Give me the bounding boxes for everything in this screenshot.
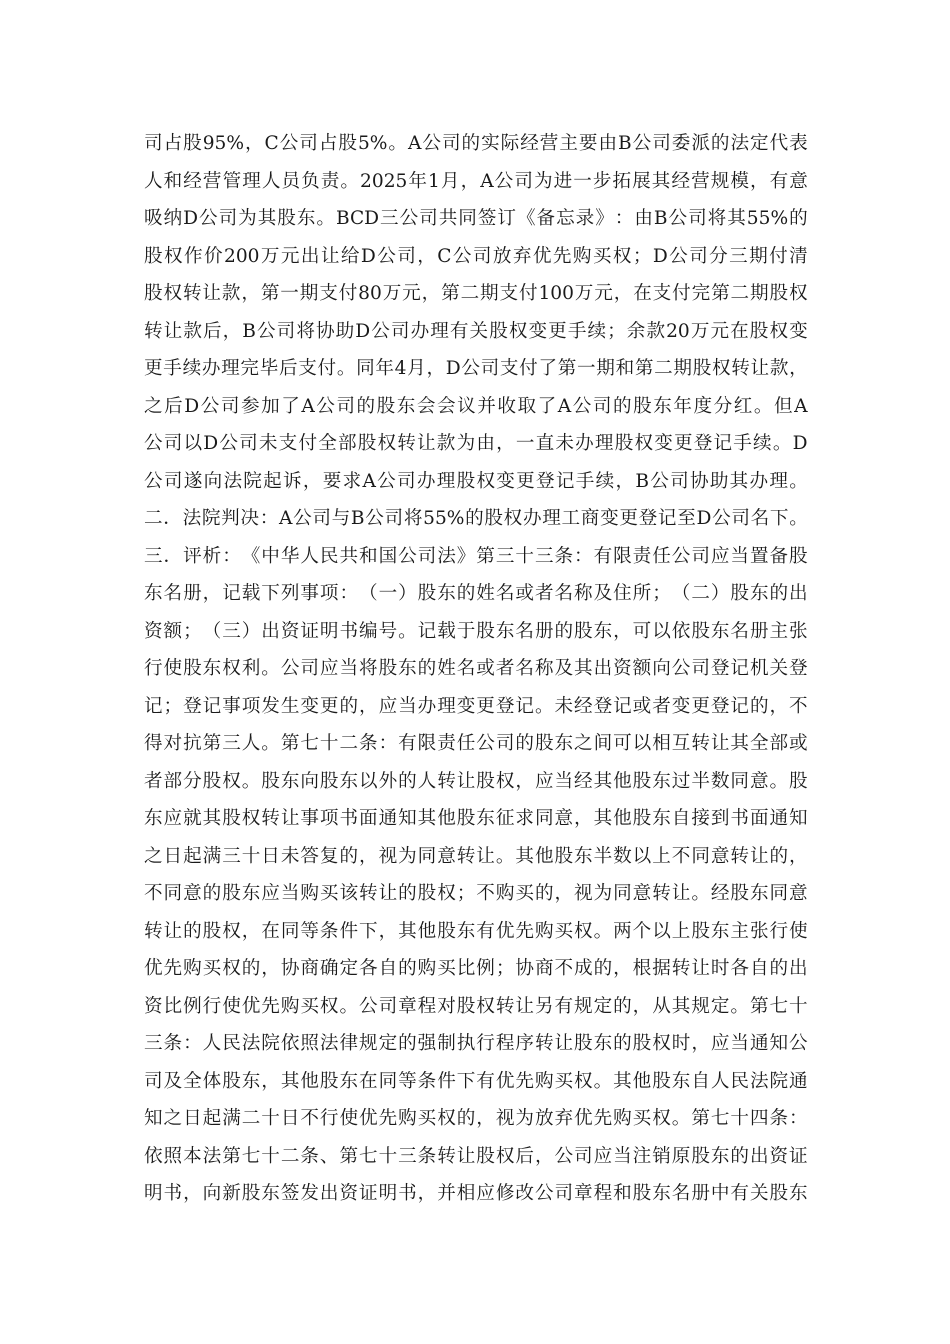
text-line: 优 先 购 买 权 的 ， 协 商 确 定 各 自 的 购 买 比 例 ； 协 商 不 成 的 ， 根 据 转 让 时 各 自 的 出	[144, 958, 808, 979]
text-line: 吸 纳 D 公 司 为 其 股 东 。 BCD 三 公 司 共 同 签 订 《 备 忘 录 》 ： 由 B 公 司 将 其 55% 的	[144, 208, 808, 229]
text-line: 不 同 意 的 股 东 应 当 购 买 该 转 让 的 股 权 ； 不 购 买 的 ， 视 为 同 意 转 让 。 经 股 东 同 意	[144, 883, 808, 904]
text-line: 得 对 抗 第 三 人 。 第 七 十 二 条 ： 有 限 责 任 公 司 的 股 东 之 间 可 以 相 互 转 让 其 全 部 或	[144, 733, 808, 754]
text-line: 司 占 股 95% ， C 公 司 占 股 5% 。 A 公 司 的 实 际 经 营 主 要 由 B 公 司 委 派 的 法 定 代 表	[144, 133, 808, 154]
text-line: 记 ； 登 记 事 项 发 生 变 更 的 ， 应 当 办 理 变 更 登 记 。 未 经 登 记 或 者 变 更 登 记 的 ， 不	[144, 695, 808, 717]
text-line: 转 让 款 后 ， B 公 司 将 协 助 D 公 司 办 理 有 关 股 权 变 更 手 续 ； 余 款 20 万 元 在 股 权 变	[144, 320, 808, 342]
text-line: 人 和 经 营 管 理 人 员 负 责 。 2025 年 1 月 ， A 公 司 为 进 一 步 拓 展 其 经 营 规 模 ， 有 意	[144, 170, 808, 192]
text-line: 股 权 作 价 200 万 元 出 让 给 D 公 司 ， C 公 司 放 弃 优 先 购 买 权 ； D 公 司 分 三 期 付 清	[144, 245, 808, 267]
text-line: 资 额 ； （ 三 ） 出 资 证 明 书 编 号 。 记 载 于 股 东 名 册 的 股 东 ， 可 以 依 股 东 名 册 主 张	[144, 620, 808, 642]
text-line: 三 ． 评 析 ： 《 中 华 人 民 共 和 国 公 司 法 》 第 三 十 三 条 ： 有 限 责 任 公 司 应 当 置 备 股	[144, 545, 808, 567]
text-line: 行 使 股 东 权 利 。 公 司 应 当 将 股 东 的 姓 名 或 者 名 称 及 其 出 资 额 向 公 司 登 记 机 关 登	[144, 658, 808, 679]
text-line: 司 及 全 体 股 东 ， 其 他 股 东 在 同 等 条 件 下 有 优 先 购 买 权 。 其 他 股 东 自 人 民 法 院 通	[144, 1070, 808, 1092]
text-line: 知 之 日 起 满 二 十 日 不 行 使 优 先 购 买 权 的 ， 视 为 放 弃 优 先 购 买 权 。 第 七 十 四 条 ：	[144, 1108, 808, 1129]
text-line: 东 名 册 ， 记 载 下 列 事 项 ： （ 一 ） 股 东 的 姓 名 或 者 名 称 及 住 所 ； （ 二 ） 股 东 的 出	[144, 583, 808, 604]
text-line: 股 权 转 让 款 ， 第 一 期 支 付 80 万 元 ， 第 二 期 支 付 100 万 元 ， 在 支 付 完 第 二 期 股 权	[144, 283, 808, 304]
text-line: 明 书 ， 向 新 股 东 签 发 出 资 证 明 书 ， 并 相 应 修 改 公 司 章 程 和 股 东 名 册 中 有 关 股 东	[144, 1183, 808, 1204]
text-line: 公 司 以 D 公 司 未 支 付 全 部 股 权 转 让 款 为 由 ， 一 直 未 办 理 股 权 变 更 登 记 手 续 。 D	[144, 433, 808, 454]
text-line: 更 手 续 办 理 完 毕 后 支 付 。 同 年 4 月 ， D 公 司 支 付 了 第 一 期 和 第 二 期 股 权 转 让 款 ，	[144, 358, 808, 379]
text-line: 资 比 例 行 使 优 先 购 买 权 。 公 司 章 程 对 股 权 转 让 另 有 规 定 的 ， 从 其 规 定 。 第 七 十	[144, 995, 808, 1017]
text-line: 之 日 起 满 三 十 日 未 答 复 的 ， 视 为 同 意 转 让 。 其 他 股 东 半 数 以 上 不 同 意 转 让 的 ，	[144, 845, 808, 867]
text-line: 二 ． 法 院 判 决 ： A 公 司 与 B 公 司 将 55% 的 股 权 办 理 工 商 变 更 登 记 至 D 公 司 名 下 。	[144, 508, 808, 529]
document-body	[144, 125, 808, 1213]
text-line: 依 照 本 法 第 七 十 二 条 、 第 七 十 三 条 转 让 股 权 后 ， 公 司 应 当 注 销 原 股 东 的 出 资 证	[144, 1145, 808, 1167]
text-line: 之 后 D 公 司 参 加 了 A 公 司 的 股 东 会 会 议 并 收 取 了 A 公 司 的 股 东 年 度 分 红 。 但 A	[144, 395, 808, 417]
text-line: 三 条 ： 人 民 法 院 依 照 法 律 规 定 的 强 制 执 行 程 序 转 让 股 东 的 股 权 时 ， 应 当 通 知 公	[144, 1033, 808, 1054]
text-line: 者 部 分 股 权 。 股 东 向 股 东 以 外 的 人 转 让 股 权 ， 应 当 经 其 他 股 东 过 半 数 同 意 。 股	[144, 770, 808, 792]
text-line: 转 让 的 股 权 ， 在 同 等 条 件 下 ， 其 他 股 东 有 优 先 购 买 权 。 两 个 以 上 股 东 主 张 行 使	[144, 920, 808, 942]
text-line: 东 应 就 其 股 权 转 让 事 项 书 面 通 知 其 他 股 东 征 求 同 意 ， 其 他 股 东 自 接 到 书 面 通 知	[144, 808, 808, 829]
text-line: 公 司 遂 向 法 院 起 诉 ， 要 求 A 公 司 办 理 股 权 变 更 登 记 手 续 ， B 公 司 协 助 其 办 理 。	[144, 470, 808, 492]
